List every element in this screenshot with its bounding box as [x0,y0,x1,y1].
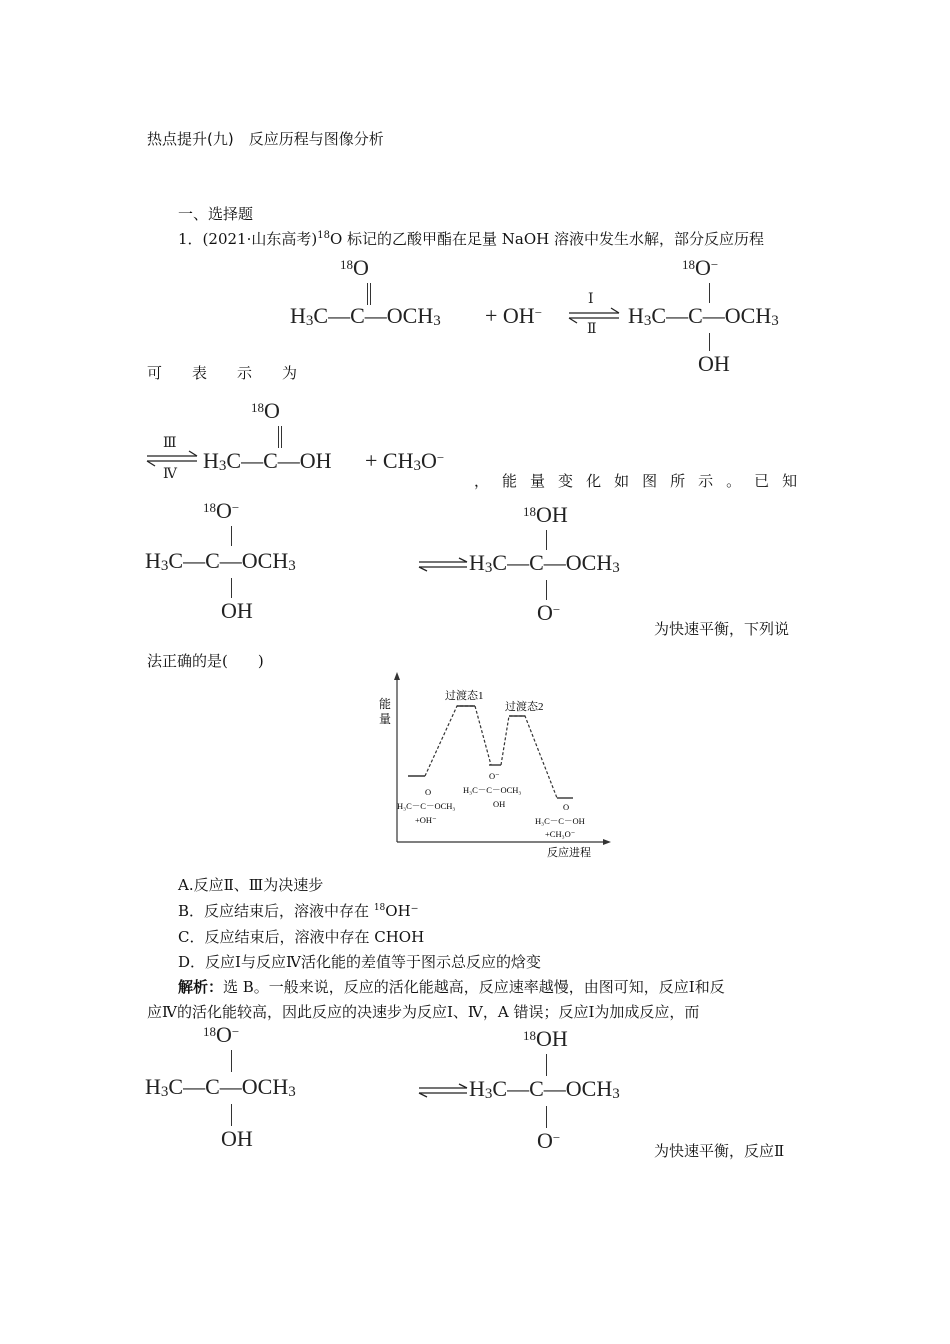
bond-up [709,283,710,303]
ester-formula: $H_3C—C—OCH_3$ [290,303,441,329]
equilibrium-arrow-3 [417,556,469,576]
x-label: 反应进程 [547,847,591,859]
right-oh: $^{18}$OH [523,1026,568,1051]
left-oh: OH [221,1126,253,1151]
analysis-line-2: 应Ⅳ的活化能较高，因此反应的决速步为反应Ⅰ、Ⅳ，A 错误；反应Ⅰ为加成反应，而 [147,1003,700,1021]
bond-down [231,1104,232,1126]
end-label-o: O [563,802,570,812]
y-label-1: 能 [379,697,392,711]
bond-down [546,1106,547,1128]
question-1-stem [178,228,764,249]
mid-label-oh: OH [493,799,506,809]
section-heading: 一、选择题 [178,205,254,223]
left-o-minus: $^{18}$O− [203,1022,240,1047]
bond-down [709,333,710,351]
intermediate-oh: OH [698,351,730,376]
fast-equilibrium-text: 为快速平衡，下列说 [654,620,790,638]
analysis-line-1: 解析：选 B。一般来说，反应的活化能越高，反应速率越慢，由图可知，反应Ⅰ和反 [178,978,725,996]
start-label-oh: +OH⁻ [415,815,437,825]
stem-end: 法正确的是( ) [147,652,264,670]
right-o-minus: O− [537,1128,561,1153]
start-label-o: O [425,787,432,797]
isotope-superscript: 18 [317,230,330,241]
option-b[interactable]: B．反应结束后，溶液中存在 $^{18}$OH⁻ [178,902,419,920]
acid-carbonyl-o: $^{18}$O [251,398,280,423]
equation-2 [145,398,485,498]
intermediate-o-minus: $^{18}$O− [682,255,719,280]
left-oh: OH [221,598,253,623]
question-intro: O 标记的乙酸甲酯在足量 NaOH 溶液中发生水解，部分反应历程 [329,230,764,248]
intermediate-formula: $H_3C—C—OCH_3$ [628,303,779,329]
ts2-label: 过渡态2 [505,701,544,713]
bond-up [546,1054,547,1076]
right-oh: $^{18}$OH [523,502,568,527]
bond-down [231,578,232,598]
question-number: 1． [178,230,203,248]
page-title: 热点提升(九) 反应历程与图像分析 [147,130,384,148]
option-a[interactable]: A.反应Ⅱ、Ⅲ为决速步 [178,876,324,894]
energy-text: ， 能 量 变 化 如 图 所 示 。 已 知 [474,472,798,490]
double-bond [367,283,371,305]
roman-I: Ⅰ [588,292,594,307]
mid-label-o: O⁻ [489,771,500,781]
left-formula: $H_3C—C—OCH_3$ [145,1074,296,1100]
option-d[interactable]: D．反应Ⅰ与反应Ⅳ活化能的差值等于图示总反应的焓变 [178,953,541,971]
end-label-formula: H₃C－C－OH [535,816,585,826]
can-express-text: 可 表 示 为 [147,364,298,382]
analysis-equilibrium-equation [145,1022,665,1162]
end-label-ch3o: +CH₃O⁻ [545,829,576,839]
analysis-label: 解析： [178,978,224,996]
bond-up [546,530,547,550]
energy-path-1 [425,706,491,776]
mid-label-formula: H₃C－C－OCH₃ [463,785,522,795]
acid-formula: $H_3C—C—OH$ [203,448,332,474]
methoxide: + $CH_3O^-$ [365,448,445,474]
analysis-fast-equilibrium-text: 为快速平衡，反应Ⅱ [654,1142,785,1160]
left-o-minus: $^{18}$O− [203,498,240,523]
right-formula: $H_3C—C—OCH_3$ [469,1076,620,1102]
equation-1 [290,255,810,375]
double-bond [278,426,282,448]
fast-equilibrium-equation [145,498,665,638]
left-formula: $H_3C—C—OCH_3$ [145,548,296,574]
bond-down [546,580,547,600]
ester-carbonyl-o: $^{18}$O [340,255,369,280]
energy-diagram [375,670,615,860]
roman-IV: Ⅳ [163,467,177,482]
right-o-minus: O− [537,600,561,625]
y-axis-arrow [394,672,400,680]
roman-II: Ⅱ [587,322,597,337]
x-axis-arrow [603,839,611,845]
bond-up [231,526,232,546]
bond-up [231,1050,232,1072]
ts1-label: 过渡态1 [445,690,484,702]
equilibrium-arrow-4 [417,1082,469,1102]
start-label-formula: H₃C－C－OCH₃ [397,801,456,811]
roman-III: Ⅲ [163,436,177,451]
question-source: (2021·山东高考) [202,230,318,248]
hydroxide: + OH− [485,303,543,328]
y-label-2: 量 [379,712,392,726]
option-c[interactable]: C．反应结束后，溶液中存在 CHOH [178,928,425,946]
right-formula: $H_3C—C—OCH_3$ [469,550,620,576]
